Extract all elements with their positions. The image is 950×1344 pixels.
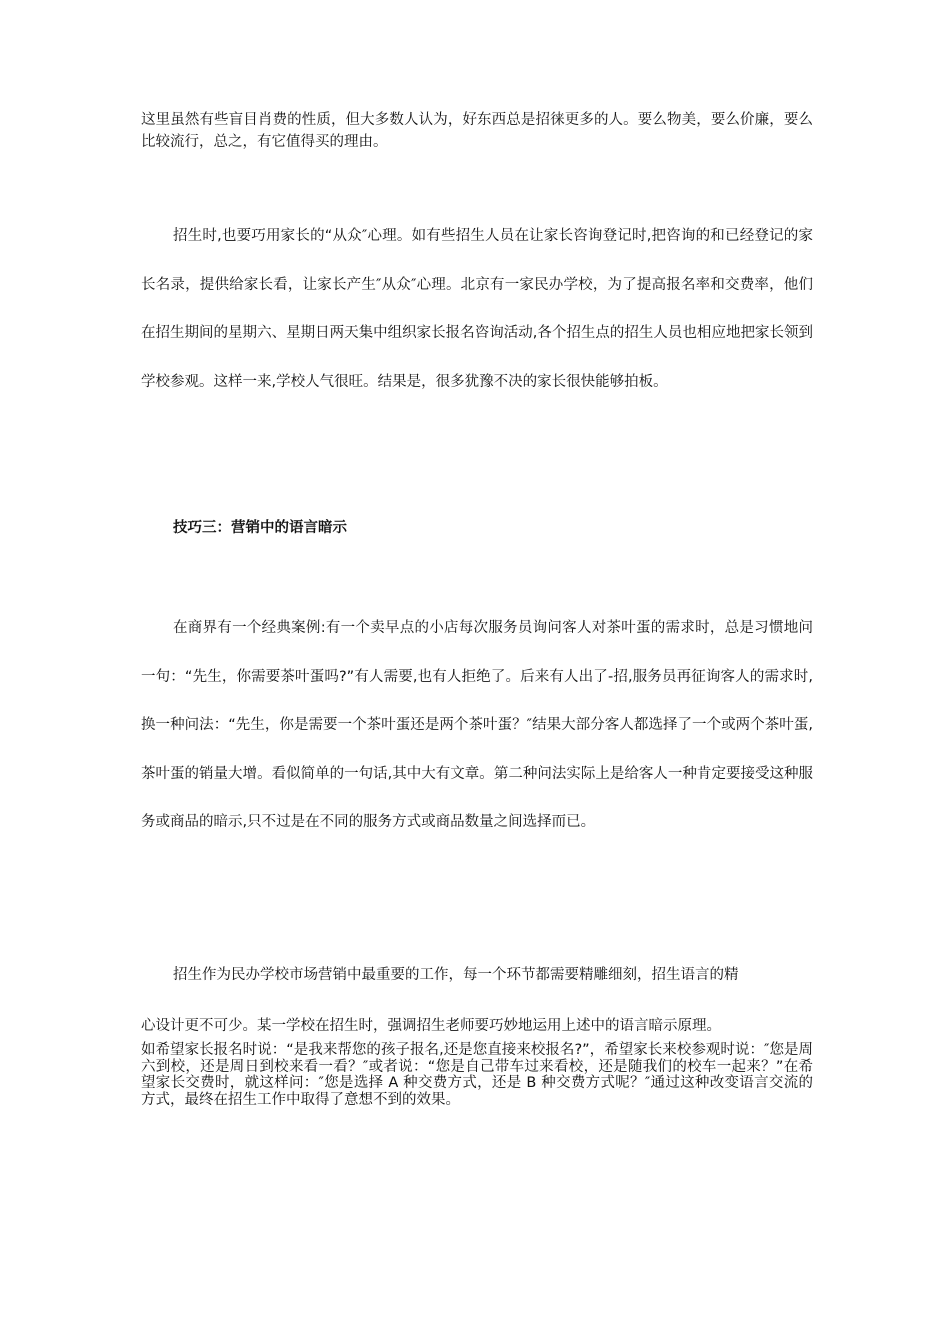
paragraph-herd-mentality: 招生时,也要巧用家长的“从众″心理。如有些招生人员在让家长咨询登记时,把咨询的和已经登记的家长名录，提供给家长看，让家长产生″从众″心理。北京有一家民办学校，为了提高报名率和交费率，他们在招生期间的星期六、星期日两天集中组织家长报名咨询活动,各个招生点的招生人员也相应地把家长领到学校参观。这样一来,学校人气很旺。结果是，很多犹豫不决的家长很快能够拍板。	[141, 228, 813, 390]
paragraph-enrollment-language-line2: 心设计更不可少。某一学校在招生时，强调招生老师要巧妙地运用上述中的语言暗示原理。	[141, 1018, 721, 1034]
paragraph-tea-egg-case: 在商界有一个经典案例:有一个卖早点的小店每次服务员询问客人对茶叶蛋的需求时，总是习惯地问一句：“先生，你需要茶叶蛋吗?”有人需要,也有人拒绝了。后来有人出了-招,服务员再征询客人的需求时,换一种问法：“先生，你是需要一个茶叶蛋还是两个茶叶蛋？″结果大部分客人都选择了一个或两个茶叶蛋,茶叶蛋的销量大增。看似简单的一句话,其中大有文章。第二种问法实际上是给客人一种肯定要接受这种服务或商品的暗示,只不过是在不同的服务方式或商品数量之间选择而已。	[141, 620, 813, 830]
paragraph-enrollment-language-line1: 招生作为民办学校市场营销中最重要的工作，每一个环节都需要精雕细刻，招生语言的精	[173, 967, 739, 983]
section-heading-language-hint: 技巧三：营销中的语言暗示	[173, 520, 347, 536]
paragraph-enrollment-examples: 如希望家长报名时说：“是我来帮您的孩子报名,还是您直接来校报名?”，希望家长来校参观时说：″您是周六到校，还是周日到校来看一看？″或者说：“您是自己带车过来看校，还是随我们的校车一起来？”在希望家长交费时，就这样问：″您是选择 A 种交费方式，还是 B 种交费方式呢？″通过这种改变语言交流的方式，最终在招生工作中取得了意想不到的效果。	[141, 1042, 813, 1108]
paragraph-consumer-psychology: 这里虽然有些盲目肖费的性质，但大多数人认为，好东西总是招徕更多的人。要么物美，要么价廉，要么比较流行，总之，有它值得买的理由。	[141, 112, 813, 150]
